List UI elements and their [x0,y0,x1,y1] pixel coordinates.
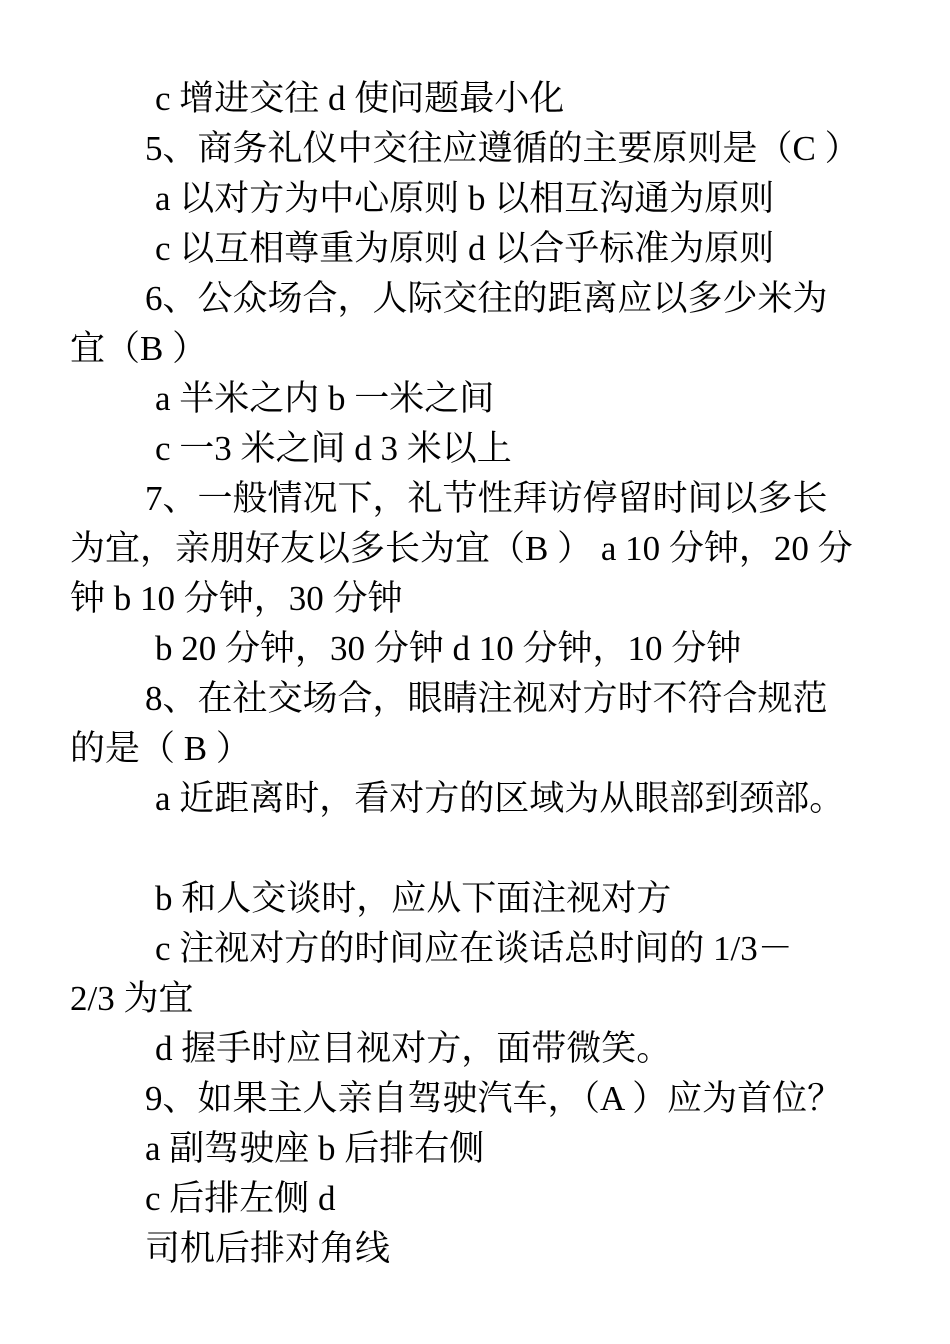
question-9: 9、如果主人亲自驾驶汽车，（A ）应为首位？ [145,1079,843,1118]
option-line-q7: b 20 分钟，30 分钟 d 10 分钟，10 分钟 [155,629,742,668]
option-line-q8-a: a 近距离时，看对方的区域为从眼部到颈部。 [155,779,845,818]
option-line-q9-cd: c 后排左侧 d [145,1179,336,1218]
option-line-q8-b: b 和人交谈时，应从下面注视对方 [155,879,672,918]
option-line-q8-c-cont: 2/3 为宜 [70,979,194,1018]
option-line-q6-cd: c 一3 米之间 d 3 米以上 [155,429,512,468]
question-6: 6、公众场合，人际交往的距离应以多少米为 [145,279,828,318]
question-8-cont: 的是（ B ） [70,729,251,768]
question-8: 8、在社交场合，眼睛注视对方时不符合规范 [145,679,828,718]
question-7-cont: 为宜，亲朋好友以多长为宜（B ） a 10 分钟，20 分 [70,529,853,568]
question-5: 5、商务礼仪中交往应遵循的主要原则是（C ） [145,129,860,168]
option-line-q9-ab: a 副驾驶座 b 后排右侧 [145,1129,485,1168]
question-6-cont: 宜（B ） [70,329,208,368]
option-line-q8-d: d 握手时应目视对方，面带微笑。 [155,1029,672,1068]
question-7-cont-2: 钟 b 10 分钟，30 分钟 [70,579,403,618]
option-line-q5-cd: c 以互相尊重为原则 d 以合乎标准为原则 [155,229,775,268]
option-line-q6-ab: a 半米之内 b 一米之间 [155,379,495,418]
option-line-q5-ab: a 以对方为中心原则 b 以相互沟通为原则 [155,179,775,218]
option-line-q8-c: c 注视对方的时间应在谈话总时间的 1/3－ [155,929,793,968]
option-line-q4-cd: c 增进交往 d 使问题最小化 [155,79,565,118]
option-line-q9-d-cont: 司机后排对角线 [145,1229,391,1268]
question-7: 7、一般情况下，礼节性拜访停留时间以多长 [145,479,828,518]
